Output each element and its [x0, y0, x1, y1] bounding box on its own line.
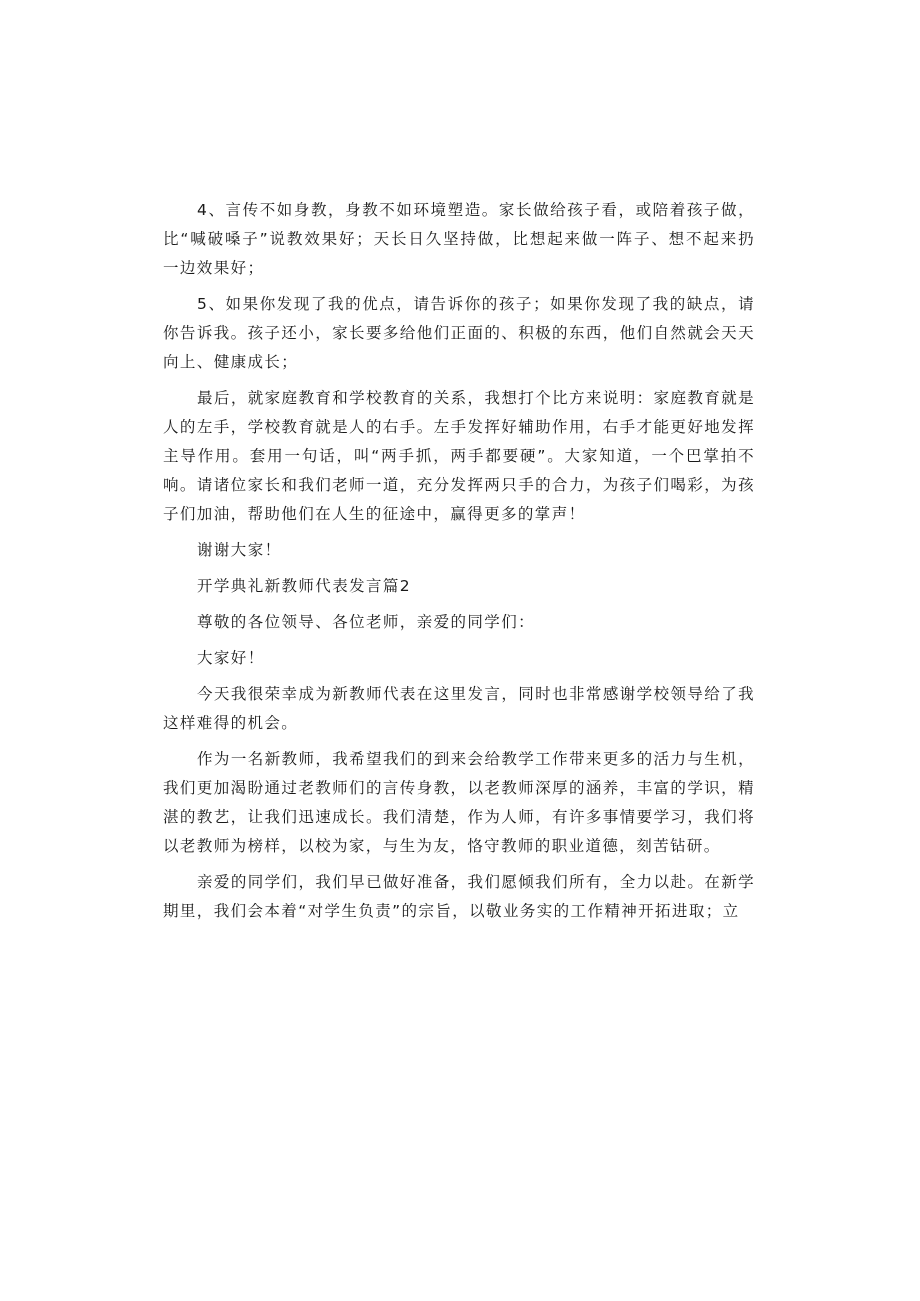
paragraph-point-4: 4、言传不如身教，身教不如环境塑造。家长做给孩子看，或陪着孩子做，比“喊破嗓子”说教效果好；天长日久坚持做，比想起来做一阵子、想不起来扔一边效果好； — [163, 201, 755, 277]
paragraph-thanks: 谢谢大家！ — [197, 541, 282, 559]
paragraph-new-teacher: 作为一名新教师，我希望我们的到来会给教学工作带来更多的活力与生机，我们更加渴盼通过老教师们的言传身教，以老教师深厚的涵养，丰富的学识，精湛的教艺，让我们迅速成长。我们清楚，作为人师，有许多事情要学习，我们将以老教师为榜样，以校为家，与生为友，恪守教师的职业道德，刻苦钻研。 — [163, 750, 755, 855]
paragraph-conclusion: 最后，就家庭教育和学校教育的关系，我想打个比方来说明：家庭教育就是人的左手，学校教育就是人的右手。左手发挥好辅助作用，右手才能更好地发挥主导作用。套用一句话，叫“两手抓，两手都要硬”。大家知道，一个巴掌拍不响。请诸位家长和我们老师一道，充分发挥两只手的合力，为孩子们喝彩，为孩子们加油，帮助他们在人生的征途中，赢得更多的掌声！ — [163, 389, 755, 523]
paragraph-honor: 今天我很荣幸成为新教师代表在这里发言，同时也非常感谢学校领导给了我这样难得的机会。 — [163, 685, 755, 732]
document-page — [163, 196, 755, 926]
section-title: 开学典礼新教师代表发言篇2 — [197, 577, 412, 595]
salutation: 尊敬的各位领导、各位老师，亲爱的同学们： — [197, 613, 536, 631]
paragraph-students: 亲爱的同学们，我们早已做好准备，我们愿倾我们所有，全力以赴。在新学期里，我们会本着“对学生负责”的宗旨，以敬业务实的工作精神开拓进取；立 — [163, 873, 755, 920]
greeting: 大家好！ — [197, 649, 265, 667]
paragraph-point-5: 5、如果你发现了我的优点，请告诉你的孩子；如果你发现了我的缺点，请你告诉我。孩子还小，家长要多给他们正面的、积极的东西，他们自然就会天天向上、健康成长； — [163, 295, 755, 371]
